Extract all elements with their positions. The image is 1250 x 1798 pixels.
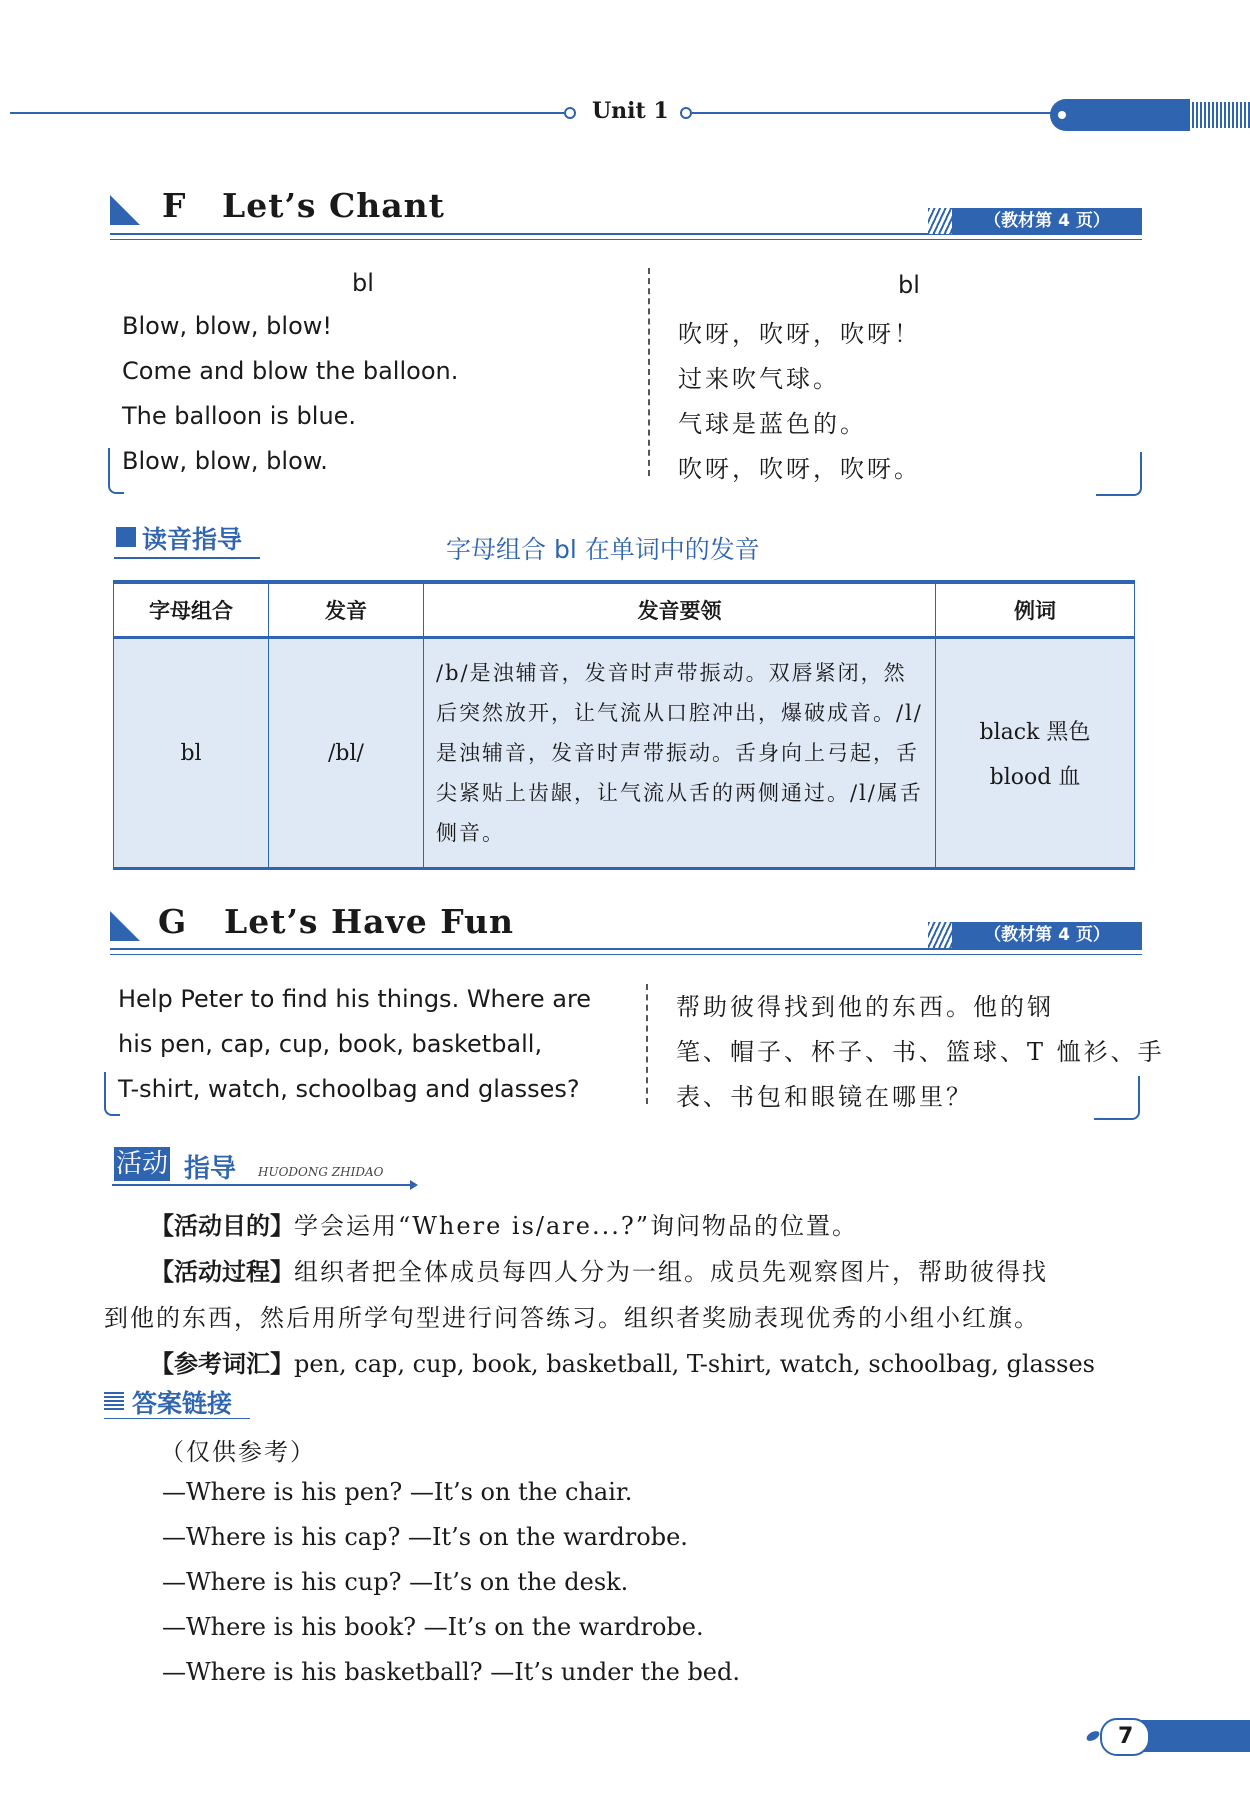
- header-tab: [1050, 99, 1190, 131]
- table-header-examples: 例词: [936, 582, 1135, 638]
- fun-bracket-right: [1094, 1076, 1140, 1120]
- answer-line-4: —Where is his book? —It’s on the wardrobe.: [162, 1613, 704, 1641]
- section-g-marker-icon: [110, 911, 140, 941]
- answer-line-3: —Where is his cup? —It’s on the desk.: [162, 1568, 629, 1596]
- fun-text-en-1: Help Peter to find his things. Where are: [118, 985, 592, 1013]
- header-stripes: [1188, 102, 1250, 128]
- guide-square-icon: [116, 527, 136, 547]
- activity-label-box: 活动: [116, 1149, 169, 1179]
- section-g-rule: [110, 948, 1142, 950]
- answer-note: （仅供参考）: [160, 1438, 316, 1466]
- answer-line-5: —Where is his basketball? —It’s under the bed.: [162, 1658, 741, 1686]
- answer-label: 答案链接: [132, 1389, 233, 1418]
- unit-title: Unit 1: [592, 98, 669, 124]
- chant-divider: [648, 268, 650, 476]
- fun-text-en-2: his pen, cap, cup, book, basketball,: [118, 1030, 543, 1058]
- fun-text-en-3: T-shirt, watch, schoolbag and glasses?: [118, 1075, 580, 1103]
- section-f-rule-thin: [110, 239, 1142, 240]
- activity-goal-label: 【活动目的】: [150, 1212, 294, 1240]
- answer-line-1: —Where is his pen? —It’s on the chair.: [162, 1478, 633, 1506]
- pronunciation-table: [113, 580, 1135, 870]
- section-g-rule-thin: [110, 954, 1142, 955]
- example-word-1: black 黑色: [979, 720, 1091, 745]
- table-header-sound: 发音: [269, 582, 424, 638]
- header-tab-dot: [1058, 111, 1066, 119]
- activity-process-text-1: 组织者把全体成员每四人分为一组。成员先观察图片，帮助彼得找: [294, 1258, 1048, 1286]
- activity-arrow-icon: [112, 1184, 412, 1186]
- section-f-title: Let’s Chant: [222, 186, 445, 225]
- activity-process-2: 到他的东西，然后用所学句型进行问答练习。组织者奖励表现优秀的小组小红旗。: [104, 1304, 1040, 1332]
- activity-pinyin: HUODONG ZHIDAO: [258, 1165, 384, 1179]
- activity-process-label: 【活动过程】: [150, 1258, 294, 1286]
- activity-vocab: [150, 1344, 1095, 1379]
- table-cell-combo: bl: [114, 638, 269, 869]
- section-g-letter: G: [158, 902, 188, 941]
- section-g-page-ref: （教材第 4 页）: [952, 922, 1142, 948]
- table-header-combo: 字母组合: [114, 582, 269, 638]
- activity-vocab-text: pen, cap, cup, book, basketball, T-shirt, watch, schoolbag, glasses: [294, 1350, 1095, 1378]
- chant-line-cn-4: 吹呀，吹呀，吹呀。: [678, 455, 921, 483]
- fun-divider: [646, 984, 648, 1104]
- section-g-title: Let’s Have Fun: [224, 902, 515, 941]
- answer-line-2: —Where is his cap? —It’s on the wardrobe.: [162, 1523, 688, 1551]
- table-cell-tip: /b/是浊辅音，发音时声带振动。双唇紧闭，然后突然放开，让气流从口腔冲出，爆破成音。/l/是浊辅音，发音时声带振动。舌身向上弓起，舌尖紧贴上齿龈，让气流从舌的两侧通过。/l/属舌侧音。: [424, 638, 936, 869]
- page-number: 7: [1118, 1724, 1134, 1749]
- table-cell-sound: /bl/: [269, 638, 424, 869]
- activity-goal-text: 学会运用“Where is/are...?”询问物品的位置。: [294, 1212, 858, 1240]
- activity-process-1: [150, 1252, 1048, 1287]
- table-cell-examples: [936, 638, 1135, 869]
- section-g-page-ref-stripes: [928, 922, 952, 948]
- chant-line-en-4: Blow, blow, blow.: [122, 447, 328, 475]
- section-f-marker-icon: [110, 195, 140, 225]
- chant-line-en-3: The balloon is blue.: [122, 402, 357, 430]
- chant-bracket-right: [1096, 452, 1142, 496]
- section-f-page-ref-stripes: [928, 208, 952, 234]
- header-rule-right: [690, 112, 1060, 114]
- table-row: [114, 638, 1135, 869]
- answer-link-icon: [104, 1392, 124, 1410]
- guide-underline: [114, 557, 260, 559]
- section-f-letter: F: [162, 186, 187, 225]
- chant-bracket-left: [108, 448, 124, 494]
- fun-text-cn-1: 帮助彼得找到他的东西。他的钢: [676, 993, 1054, 1021]
- activity-vocab-label: 【参考词汇】: [150, 1350, 294, 1378]
- section-f-page-ref: （教材第 4 页）: [952, 208, 1142, 234]
- guide-label: 读音指导: [142, 525, 243, 554]
- header-rule-left: [10, 112, 570, 114]
- fun-text-cn-2: 笔、帽子、杯子、书、篮球、T 恤衫、手: [676, 1038, 1165, 1066]
- chant-heading-cn: bl: [898, 271, 920, 299]
- table-header-tip: 发音要领: [424, 582, 936, 638]
- leaf-icon: [1085, 1729, 1101, 1743]
- chant-line-cn-3: 气球是蓝色的。: [678, 410, 867, 438]
- answer-underline: [104, 1418, 250, 1419]
- chant-heading-en: bl: [352, 269, 374, 297]
- chant-line-en-2: Come and blow the balloon.: [122, 357, 459, 385]
- chant-line-cn-2: 过来吹气球。: [678, 365, 840, 393]
- example-word-2: blood 血: [989, 765, 1081, 790]
- chant-line-en-1: Blow, blow, blow!: [122, 312, 333, 340]
- activity-goal: [150, 1206, 858, 1241]
- table-title: 字母组合 bl 在单词中的发音: [446, 535, 760, 564]
- fun-text-cn-3: 表、书包和眼镜在哪里？: [676, 1083, 973, 1111]
- header-dot-left: [564, 107, 576, 119]
- fun-bracket-left: [104, 1072, 120, 1116]
- chant-line-cn-1: 吹呀，吹呀，吹呀！: [678, 320, 921, 348]
- activity-label-rest: 指导: [184, 1154, 237, 1184]
